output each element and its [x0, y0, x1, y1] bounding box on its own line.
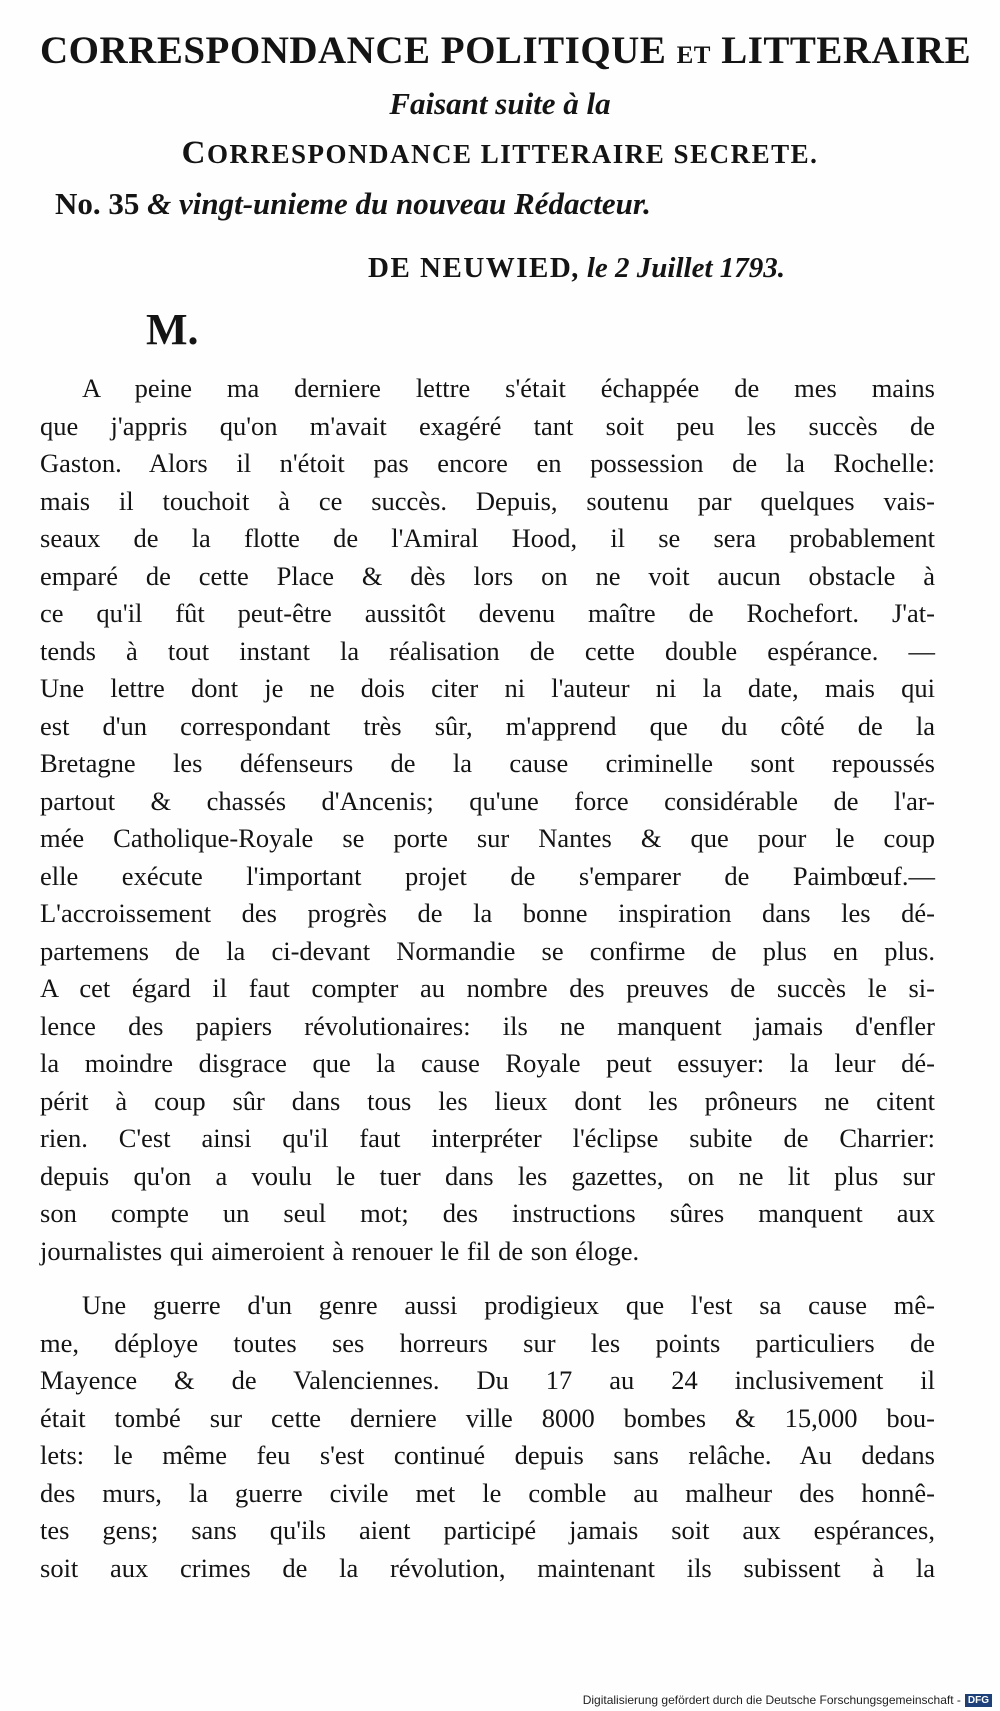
text-line: son compte un seul mot; des instructions sûres manquent aux: [40, 1198, 935, 1228]
series-rest: ORRESPONDANCE LITTERAIRE SECRETE.: [206, 139, 819, 169]
text-line: des murs, la guerre civile met le comble au malheur des honnê-: [40, 1477, 935, 1508]
title-end: LITTERAIRE: [721, 29, 972, 72]
text-line: lets: le même feu s'est continué depuis sans relâche. Au dedans: [40, 1440, 935, 1470]
text-line: Gaston. Alors il n'étoit pas encore en possession de la Rochelle:: [40, 448, 935, 478]
text-line: mée Catholique-Royale se porte sur Nantes & que pour le coup: [40, 823, 935, 853]
text-line: soit aux crimes de la révolution, maintenant ils subissent à la: [40, 1552, 935, 1583]
text-line: périt à coup sûr dans tous les lieux dont les prôneurs ne citent: [40, 1085, 935, 1116]
text-line: emparé de cette Place & dès lors on ne voit aucun obstacle à: [40, 560, 935, 591]
text-line: A peine ma derniere lettre s'était échappée de mes mains: [82, 373, 935, 403]
text-line: seaux de la flotte de l'Amiral Hood, il se sera probablement: [40, 523, 935, 553]
subtitle-line: Faisant suite à la: [389, 86, 611, 121]
paragraph-1: [40, 370, 935, 1270]
salutation: M.: [146, 305, 199, 354]
text-line: ce qu'il fût peut-être aussitôt devenu maître de Rochefort. J'at-: [40, 598, 935, 628]
digitization-credit: [583, 1693, 992, 1707]
text-line: depuis qu'on a voulu le tuer dans les gazettes, on ne lit plus sur: [40, 1160, 935, 1191]
text-line: Une lettre dont je ne dois citer ni l'auteur ni la date, mais qui: [40, 673, 935, 703]
series-title: [40, 135, 960, 172]
text-line: était tombé sur cette derniere ville 8000 bombes & 15,000 bou-: [40, 1402, 935, 1433]
dateline-place: DE NEUWIED: [368, 252, 573, 284]
paragraph-2: [40, 1287, 935, 1587]
title-conjunction: ET: [676, 42, 711, 69]
text-line: mais il touchoit à ce succès. Depuis, soutenu par quelques vais-: [40, 485, 935, 516]
text-line: Bretagne les défenseurs de la cause criminelle sont repoussés: [40, 748, 935, 778]
dateline: [368, 252, 785, 285]
dfg-logo: DFG: [965, 1694, 992, 1707]
text-line: rien. C'est ainsi qu'il faut interpréter l'éclipse subite de Charrier:: [40, 1123, 935, 1153]
text-line: Une guerre d'un genre aussi prodigieux que l'est sa cause mê-: [82, 1290, 935, 1320]
text-line: Mayence & de Valenciennes. Du 17 au 24 inclusivement il: [40, 1365, 935, 1395]
journal-title: [40, 28, 972, 73]
text-line: est d'un correspondant très sûr, m'apprend que du côté de la: [40, 710, 935, 741]
text-line: que j'appris qu'on m'avait exagéré tant soit peu les succès de: [40, 410, 935, 441]
text-line: lence des papiers révolutionaires: ils ne manquent jamais d'enfler: [40, 1010, 935, 1041]
text-line: journalistes qui aimeroient à renouer le fil de son éloge.: [40, 1235, 640, 1266]
text-line: la moindre disgrace que la cause Royale peut essuyer: la leur dé-: [40, 1048, 935, 1078]
credit-text: Digitalisierung gefördert durch die Deutsche Forschungsgemeinschaft -: [582, 1692, 961, 1707]
issue-number: [55, 186, 905, 222]
text-line: L'accroissement des progrès de la bonne inspiration dans les dé-: [40, 898, 935, 928]
text-line: tends à tout instant la réalisation de cette double espérance. —: [40, 635, 935, 666]
series-initial: C: [181, 135, 207, 171]
text-line: tes gens; sans qu'ils aient participé jamais soit aux espérances,: [40, 1515, 935, 1545]
text-line: me, déploye toutes ses horreurs sur les points particuliers de: [40, 1327, 935, 1358]
title-main: CORRESPONDANCE POLITIQUE: [40, 29, 667, 72]
issue-no: No. 35: [55, 186, 140, 221]
text-line: A cet égard il faut compter au nombre des preuves de succès le si-: [40, 973, 935, 1003]
text-line: elle exécute l'important projet de s'emparer de Paimbœuf.—: [40, 860, 935, 891]
text-line: partemens de la ci-devant Normandie se confirme de plus en plus.: [40, 935, 935, 966]
issue-editor: & vingt-unieme du nouveau Rédacteur.: [147, 186, 651, 221]
text-line: partout & chassés d'Ancenis; qu'une force considérable de l'ar-: [40, 785, 935, 816]
dateline-date: , le 2 Juillet 1793.: [572, 252, 786, 284]
